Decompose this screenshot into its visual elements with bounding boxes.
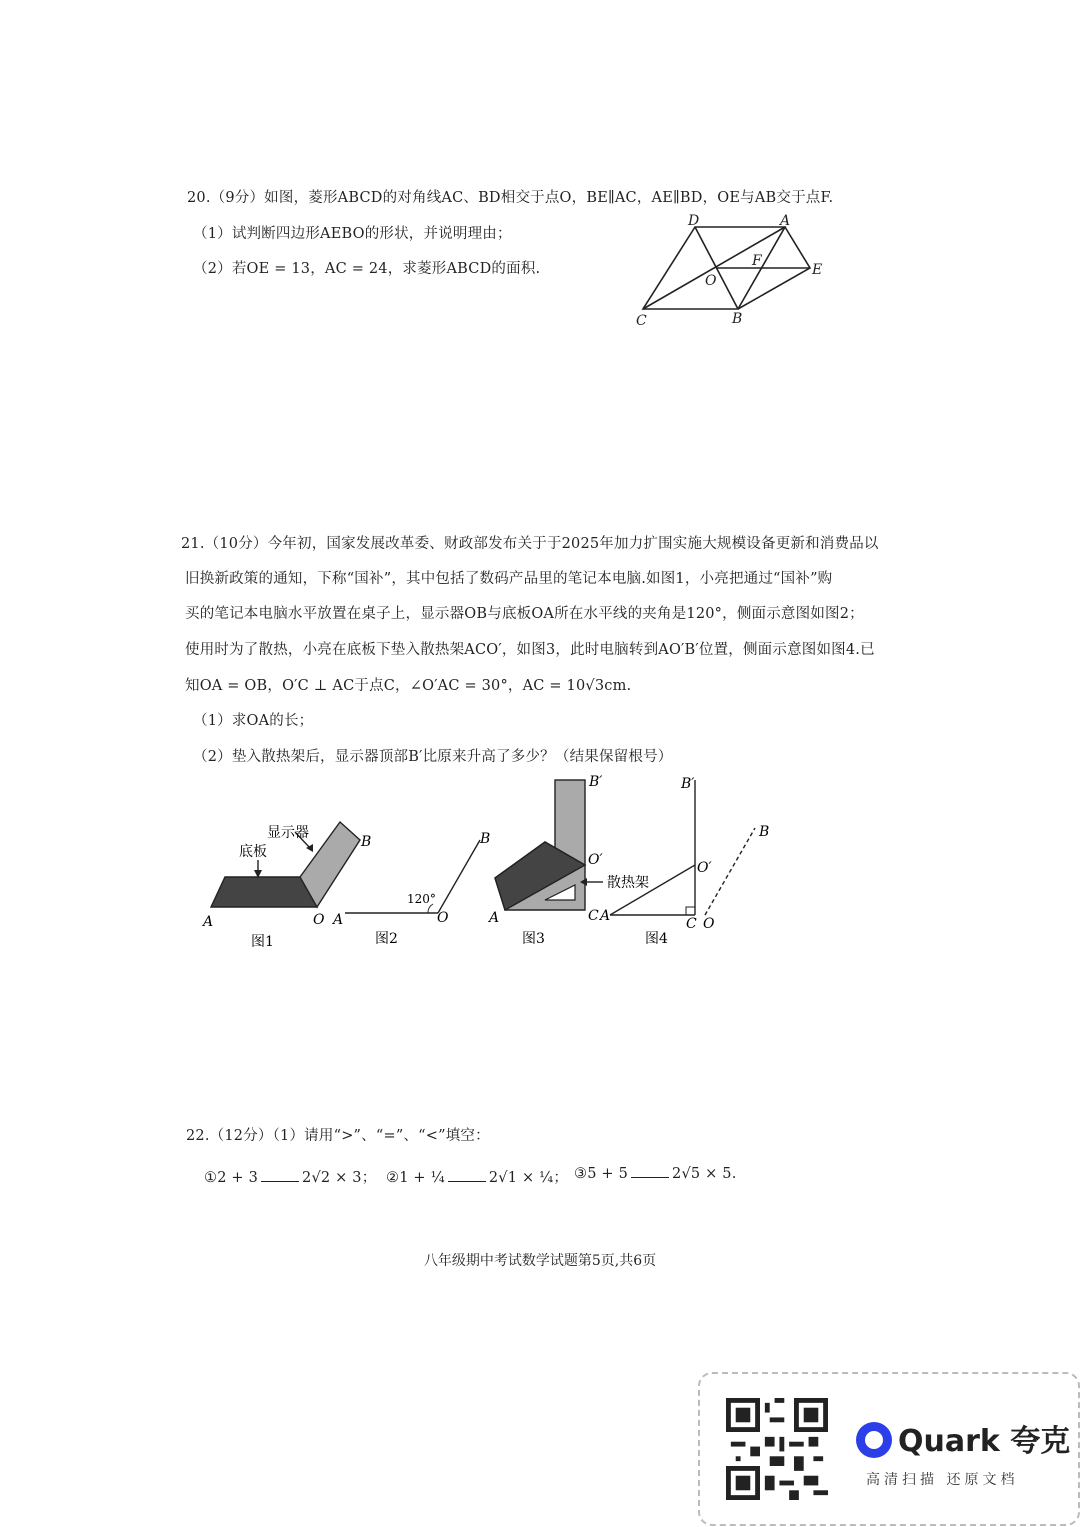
svg-text:O: O [703, 916, 715, 932]
q21-line4: 使用时为了散热，小亮在底板下垫入散热架ACO′，如图3，此时电脑转到AO′B′位置，侧面示意图如图4.已 [185, 642, 875, 658]
label-c: C [636, 313, 647, 329]
svg-text:B′: B′ [681, 776, 695, 792]
svg-text:O: O [313, 912, 325, 928]
svg-text:B′: B′ [589, 774, 603, 790]
q22-stem: 22.（12分）（1）请用“>”、“=”、“<”填空： [186, 1128, 490, 1144]
q22-item3: ③5 + 5 2√5 × 5. [574, 1166, 737, 1182]
q21-line2: 旧换新政策的通知，下称“国补”，其中包括了数码产品里的笔记本电脑.如图1，小亮把通过“国补”购 [185, 571, 833, 587]
laptop-monitor [300, 822, 360, 907]
laptop-base [211, 877, 317, 907]
quark-logo-icon [856, 1422, 892, 1458]
q20-part1: （1）试判断四边形AEBO的形状，并说明理由； [193, 226, 512, 242]
svg-text:A: A [333, 912, 344, 928]
label-a: A [780, 213, 791, 229]
q20-part2: （2）若OE = 13，AC = 24，求菱形ABCD的面积. [193, 261, 541, 277]
quark-brand: Quark 夸克 [856, 1416, 1070, 1461]
svg-text:图2: 图2 [375, 931, 398, 947]
figure-1 [201, 822, 371, 950]
svg-text:图3: 图3 [522, 931, 545, 947]
svg-text:O′: O′ [588, 852, 603, 868]
label-e: E [812, 262, 823, 278]
label-stand: 散热架 [607, 875, 649, 891]
label-f: F [752, 253, 762, 269]
q20-rhombus-figure [620, 205, 840, 335]
svg-text:C: C [686, 916, 697, 932]
qr-code-icon [726, 1398, 828, 1500]
page-footer: 八年级期中考试数学试题第5页,共6页 [423, 1253, 657, 1269]
label-b: B [732, 311, 743, 327]
figure-3 [487, 774, 649, 947]
q21-figures [195, 770, 795, 955]
q21-line1: 21.（10分）今年初，国家发展改革委、财政部发布关于于2025年加力扩围实施大规模设备更新和消费品以 [181, 536, 879, 552]
svg-text:C: C [588, 908, 599, 924]
label-monitor: 显示器 [267, 825, 309, 841]
label-d: D [688, 213, 700, 229]
q22-item2: ②1 + ¼ 2√1 × ¼； [386, 1170, 569, 1186]
quark-slogan: 高清扫描 还原文档 [866, 1472, 1019, 1488]
svg-text:B: B [480, 831, 491, 847]
q21-line3: 买的笔记本电脑水平放置在桌子上，显示器OB与底板OA所在水平线的夹角是120°，侧面示意图如图2； [185, 606, 864, 622]
svg-text:图4: 图4 [645, 931, 668, 947]
q21-line5: 知OA = OB，O′C ⊥ AC于点C，∠O′AC = 30°，AC = 10√3cm. [185, 678, 632, 694]
svg-text:图1: 图1 [251, 934, 274, 950]
label-o: O [705, 273, 717, 289]
q20-stem: 20.（9分）如图，菱形ABCD的对角线AC、BD相交于点O，BE∥AC，AE∥BD，OE与AB交于点F. [187, 190, 834, 206]
svg-text:O′: O′ [697, 860, 712, 876]
svg-text:B: B [759, 824, 770, 840]
q21-part2: （2）垫入散热架后，显示器顶部B′比原来升高了多少？（结果保留根号） [193, 749, 673, 765]
svg-text:O: O [437, 910, 449, 926]
label-base: 底板 [239, 844, 267, 860]
quark-watermark [698, 1372, 1080, 1526]
svg-text:A: A [489, 910, 500, 926]
svg-text:B: B [361, 834, 372, 850]
svg-text:A: A [600, 908, 611, 924]
q22-item1: ①2 + 3 2√2 × 3； [204, 1170, 377, 1186]
q21-part1: （1）求OA的长； [193, 713, 314, 729]
svg-text:A: A [203, 914, 214, 930]
label-120: 120° [407, 892, 436, 906]
figure-4 [598, 776, 769, 947]
